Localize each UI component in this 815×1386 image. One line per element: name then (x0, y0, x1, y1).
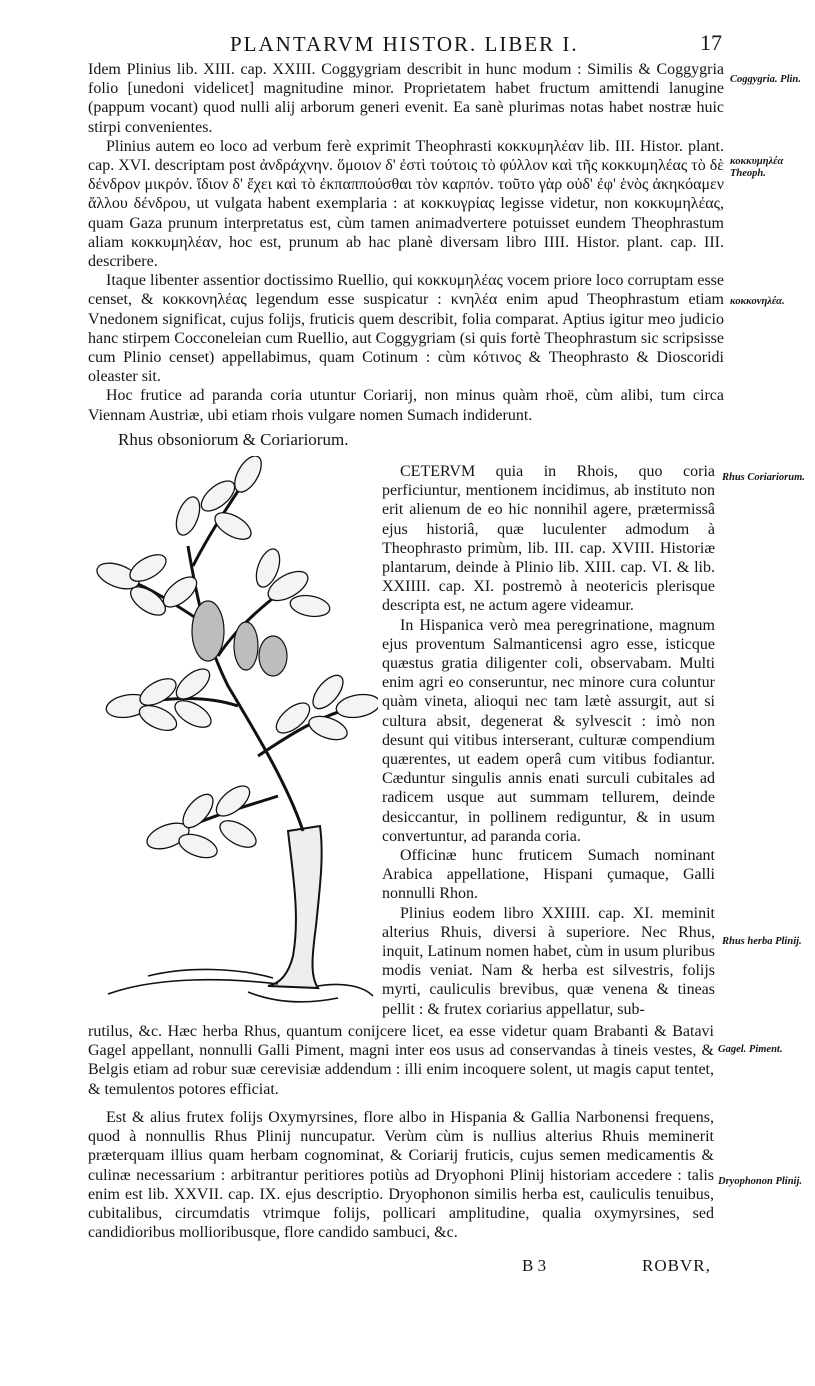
paragraph: Est & alius frutex folijs Oxymyrsines, flore albo in Hispania & Gallia Narbonensi frequens, quod à nonnullis Rhus Plinij nuncupatur. Verùm cùm is nullius alterius Rhuis meminerit præterquam illius quam herbam cognominat, & Coriarij fruticis, cujus semen medicamentis & culinæ necessarium : arbitrantur peritiores potiùs ad Dryophoni Plinij historiam accedere : talis enim est lib. XXVII. cap. IX. ejus descriptio. Dryophonon similis herba est, cauliculis tenuibus, cubitalibus, circumdatis vtrimque folijs, pollicari amplitudine, qualia oxymyrsines, sed candidioribus mollioribusque, flore candido sambuci, &c. (88, 1109, 714, 1242)
text-block-bottom (88, 1108, 714, 1242)
signature-mark: B 3 (522, 1256, 547, 1275)
paragraph: Officinæ hunc fruticem Sumach nominant Arabica appellatione, Hispani çumaque, Galli nonnulli Rhon. (382, 847, 715, 903)
page-number: 17 (700, 30, 722, 55)
fruit-clusters (192, 601, 287, 676)
illustration-caption: Rhus obsoniorum & Coriariorum. (118, 430, 349, 449)
paragraph: Hoc frutice ad paranda coria utuntur Coriarij, non minus quàm rhoë, cùm alibi, tum circa Viennam Austriæ, ubi etiam rhois vulgare nomen Sumach indiderunt. (88, 387, 724, 424)
margin-note: Rhus herba Plinij. (722, 936, 802, 947)
margin-note: Rhus Coriariorum. (722, 472, 805, 483)
paragraph: Plinius eodem libro XXIIII. cap. XI. meminit alterius Rhuis, diversi à superiore. Nec Rhus, inquit, Latinum nomen habet, cùm in usum pluribus modis veniat. Nam & herba est silvestris, folijs myrti, cauliculis brevibus, quæ venena & tineas pellit : & frutex coriarius appellatur, sub- (382, 904, 715, 1018)
running-head: PLANTARVM HISTOR. LIBER I. (230, 32, 579, 56)
margin-note: Coggygria. Plin. (730, 74, 801, 85)
paragraph: rutilus, &c. Hæc herba Rhus, quantum conijcere licet, ea esse videtur quam Brabanti & Batavi Gagel appellant, nonnulli Galli Piment, magni inter eos usus ad conservandas à tineis vestes, & Belgis etiam ad robur suæ cerevisiæ addendum : illi enim incoquere solent, ut magis caput tentet, & temulentos potores efficiat. (88, 1023, 714, 1098)
ground-roots (108, 969, 373, 1002)
paragraph: In Hispanica verò mea peregrinatione, magnum ejus proventum Salmanticensi agro esse, isticque quæstus gratia diligenter coli, observabam. Multi enim agri eo conseruntur, nec minore cura coluntur quàm vineta, alioqui nec tam lætè assurgit, aut si cultura absit, degenerat & sylvescit : imò non desunt qui vitibus interserant, culturæ compendium quærentes, ut eadem operâ cum vitibus fodiantur. Cæduntur singulis annis enati surculi cubitales ad radicem usque aut summam tellurem, deinde desiccantur, in pollinem rediguntur, & in usum convertuntur, ad paranda coria. (382, 616, 715, 845)
catchword: ROBVR, (642, 1256, 711, 1275)
margin-note: κοκκυμηλέα Theoph. (730, 156, 784, 179)
paragraph: Itaque libenter assentior doctissimo Ruellio, qui κοκκυμηλέας vocem priore loco corruptam esse censet, & κοκκονηλέας legendum esse suspicatur : κνηλέα enim apud Theophrastum etiam Vnedonem significat, cujus folijs, fruticis quem describit, folia comparat. Aptius igitur meo judicio hanc stirpem Cocconeleian cum Ruellio, aut Coggygriam (si quis fortè Theophrastum sic scripsisse cum Plinio censet) appellabimus, quam Cotinum : cùm κότινος & Theophrasto & Dioscoridi oleaster sit. (88, 272, 724, 386)
rhus-woodcut-illustration (88, 456, 378, 1011)
margin-note: Dryophonon Plinij. (718, 1176, 803, 1187)
paragraph: Plinius autem eo loco ad verbum ferè exprimit Theophrasti κοκκυμηλέαν lib. III. Histor. plant. cap. XVI. descriptam post ἀνδράχνην. ὅμοιον δ' ἐστὶ τούτοις τὸ φύλλον καὶ τῆς κοκκυμηλέας τὸ δὲ δένδρον μικρόν. ἴδιον δ' ἔχει καὶ τὸ ἐκπαππούσθαι τὸν καρπόν. τοῦτο γὰρ οὐδ' ἐφ' ἑνὸς ἀκηκόαμεν ἄλλου δένδρου, ut vulgata habent exemplaria : at κοκκυγρίας legisse videtur, non κοκκυμηλέας, quam Gaza prunum interpretatus est, cùm tamen animadvertere potuisset eundem Theophrastum aliam κοκκυμηλέαν, hoc est, prunum ab hac planè diversam libro IIII. Histor. plant. cap. III. describere. (88, 137, 724, 271)
text-block-continue (88, 1022, 714, 1099)
text-block-top (88, 60, 724, 425)
tree-trunk (268, 826, 322, 988)
margin-note: Gagel. Piment. (718, 1044, 783, 1055)
paragraph: Idem Plinius lib. XIII. cap. XXIII. Coggygriam describit in hunc modum : Similis & Coggygria folio [unedoni videlicet] magnitudine minor. Proprietatem habet fructum amittendi lanugine (pappum vocant) quod nulli alij arborum generi evenit. Ea sanè plurimas notas habet nostræ huic stirpi convenientes. (88, 61, 724, 136)
paragraph: CETERVM quia in Rhois, quo coria perficiuntur, mentionem incidimus, ab instituto non erit alienum de eo hic nonnihil agere, prætermissâ ejus historiâ, quæ luculenter admodum à Theophrasto primùm, lib. III. cap. XVIII. Historiæ plantarum, deinde à Plinio lib. XIII. cap. VI. & lib. XXIIII. cap. XI. postremò à neotericis plerisque descripta est, ne actum agere videamur. (382, 463, 715, 615)
text-block-right (382, 462, 715, 1019)
margin-note: κοκκονηλέα. (730, 296, 785, 307)
